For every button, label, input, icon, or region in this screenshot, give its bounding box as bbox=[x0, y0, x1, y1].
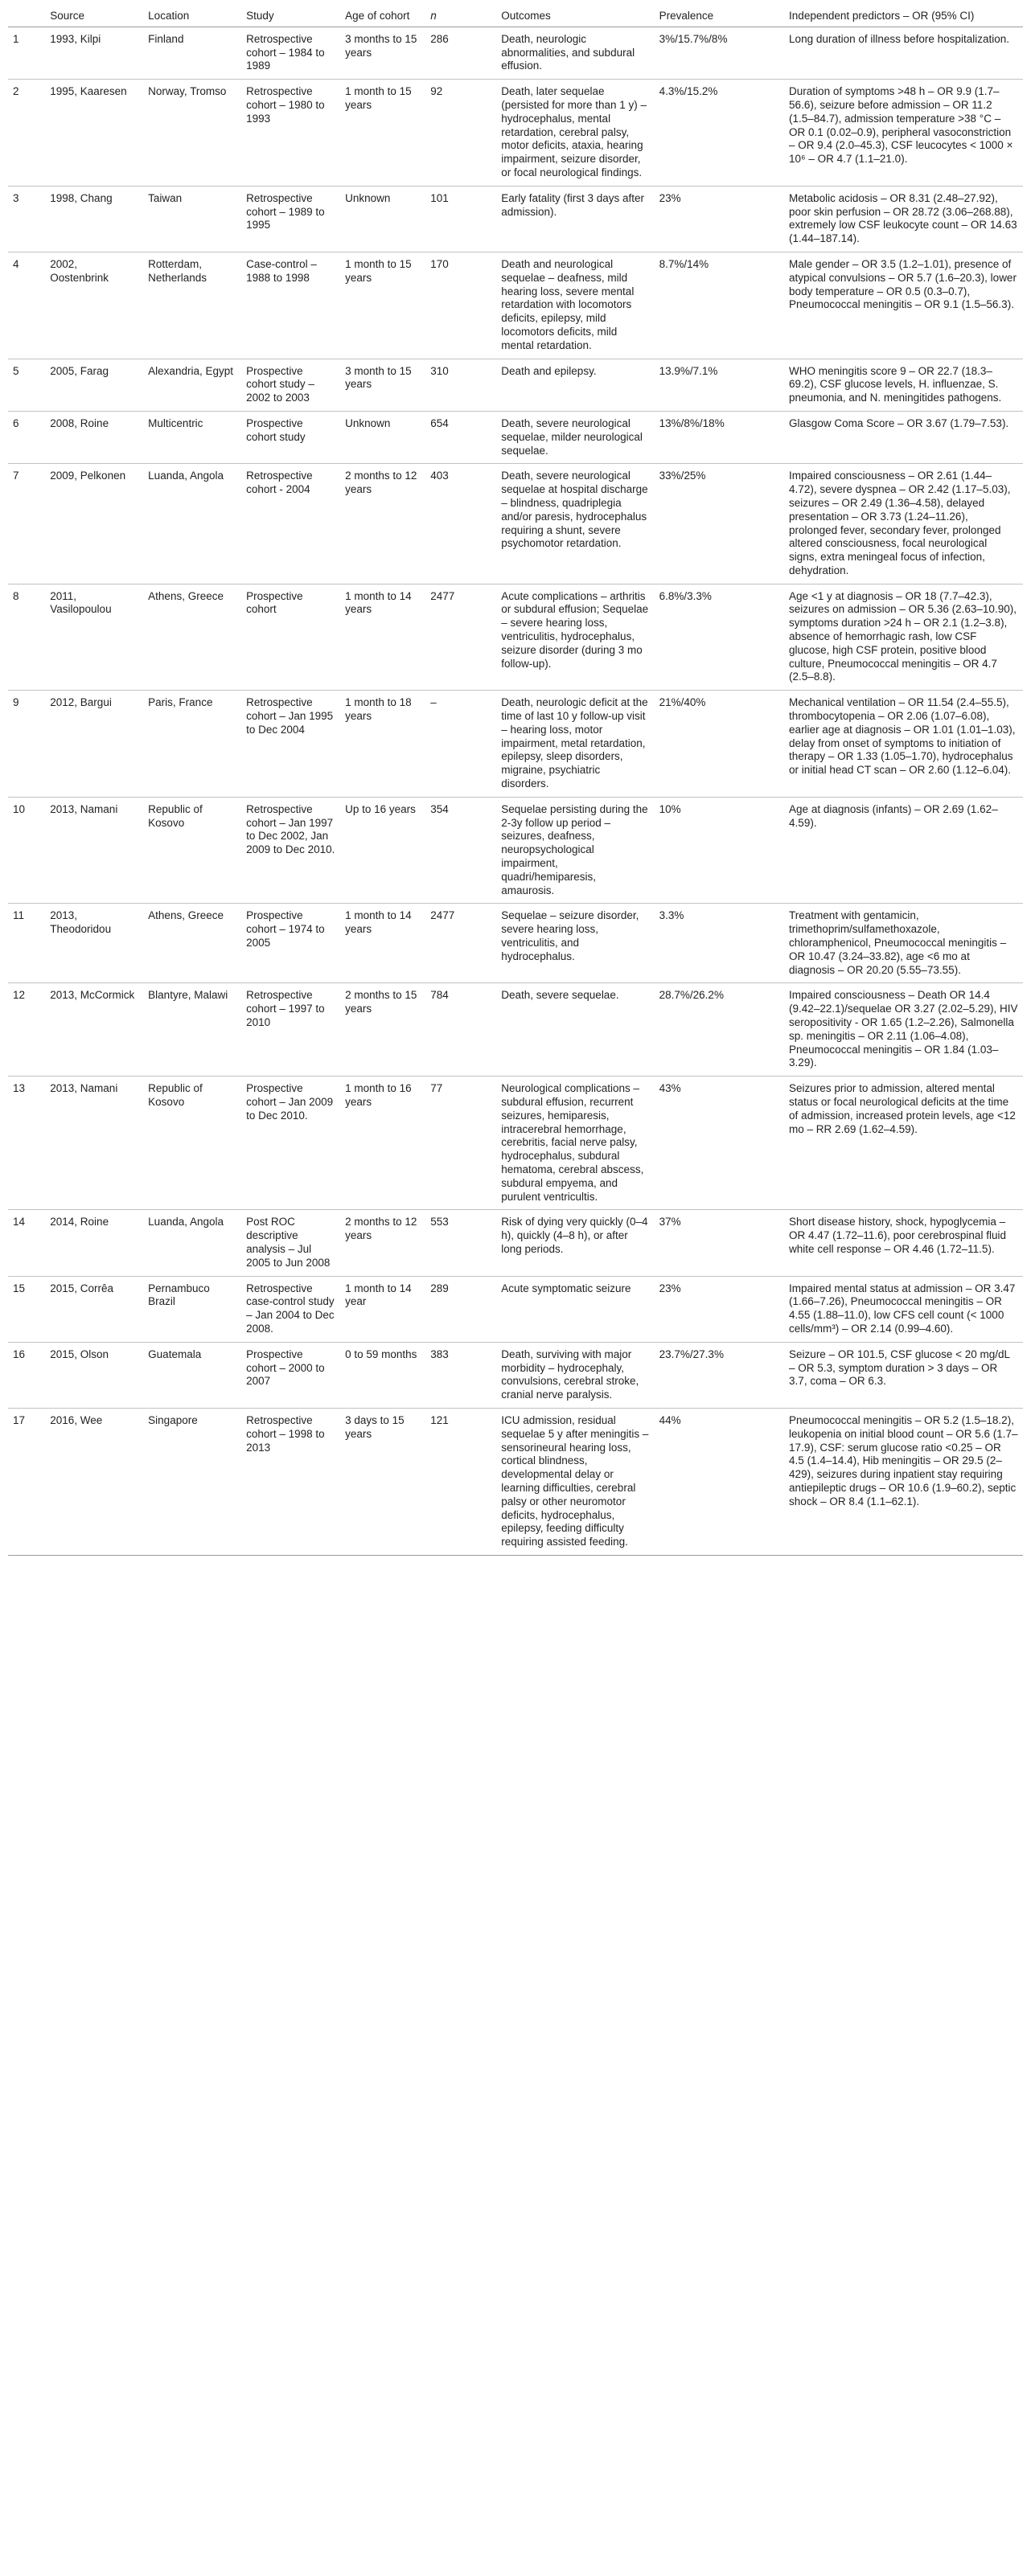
cell-prevalence: 44% bbox=[659, 1413, 681, 1426]
cell-n: 553 bbox=[430, 1216, 449, 1229]
cell-study: Post ROC descriptive analysis – Jul 2005 to Jun 2008 bbox=[246, 1216, 331, 1269]
cell-age: 1 month to 15 years bbox=[345, 85, 412, 111]
cell-outcomes: Death, severe neurological sequelae at hospital discharge – blindness, quadriplegia and/or paresis, hydrocephalus requiring a shunt, severe psychomotor retardation. bbox=[501, 470, 648, 550]
cell-location: Republic of Kosovo bbox=[148, 802, 203, 829]
cell-n: 2477 bbox=[430, 589, 455, 602]
cell-age: 1 month to 16 years bbox=[345, 1082, 412, 1108]
cell-study: Retrospective cohort – 1980 to 1993 bbox=[246, 85, 325, 125]
cell-predictors: Short disease history, shock, hypoglycemia – OR 4.47 (1.72–11.6), poor cerebrospinal fluid white cell response – OR 4.46 (1.72–11.5). bbox=[789, 1216, 1006, 1255]
cell-prevalence: 10% bbox=[659, 802, 681, 815]
predictors-table bbox=[8, 0, 1023, 1556]
cell-source: 2008, Roine bbox=[50, 416, 109, 429]
cell-predictors: Metabolic acidosis – OR 8.31 (2.48–27.92), poor skin perfusion – OR 28.72 (3.06–268.88), extremely low CSF leukocyte count – OR 14.63 (1.44–187.14). bbox=[789, 191, 1017, 245]
cell-outcomes: Death, later sequelae (persisted for more than 1 y) – hydrocephalus, mental retardation, cerebral palsy, motor deficits, ataxia, hearing impairment, seizure disorder, or focal neurological findings. bbox=[501, 85, 647, 178]
cell-source: 2014, Roine bbox=[50, 1216, 109, 1229]
table-row bbox=[8, 1408, 1023, 1555]
cell-study: Prospective cohort bbox=[246, 589, 303, 616]
header-num bbox=[8, 0, 45, 27]
cell-num: 14 bbox=[13, 1216, 26, 1229]
cell-location: Guatemala bbox=[148, 1347, 202, 1360]
cell-age: 3 days to 15 years bbox=[345, 1413, 405, 1440]
header-source: Source bbox=[50, 10, 85, 22]
cell-n: 286 bbox=[430, 32, 449, 45]
cell-study: Prospective cohort – Jan 2009 to Dec 2010. bbox=[246, 1082, 334, 1122]
table-row bbox=[8, 691, 1023, 798]
cell-outcomes: Risk of dying very quickly (0–4 h), quickly (4–8 h), or after long periods. bbox=[501, 1216, 648, 1255]
cell-outcomes: Acute complications – arthritis or subdural effusion; Sequelae – severe hearing loss, ventriculitis, hydrocephalus, seizure disorder (during 3 mo follow-up). bbox=[501, 589, 649, 670]
cell-n: 383 bbox=[430, 1347, 449, 1360]
cell-location: Norway, Tromso bbox=[148, 85, 227, 98]
cell-prevalence: 4.3%/15.2% bbox=[659, 85, 718, 98]
cell-prevalence: 13%/8%/18% bbox=[659, 416, 725, 429]
cell-age: Up to 16 years bbox=[345, 802, 416, 815]
cell-outcomes: Death and epilepsy. bbox=[501, 364, 597, 377]
cell-source: 2011, Vasilopoulou bbox=[50, 589, 112, 616]
cell-n: 403 bbox=[430, 470, 449, 482]
cell-outcomes: Sequelae persisting during the 2-3y follow up period – seizures, deafness, neuropsychological impairment, quadri/hemiparesis, amaurosis. bbox=[501, 802, 648, 896]
cell-location: Athens, Greece bbox=[148, 589, 224, 602]
header-predictors: Independent predictors – OR (95% CI) bbox=[789, 10, 975, 22]
cell-outcomes: Death, neurologic abnormalities, and subdural effusion. bbox=[501, 32, 635, 72]
cell-predictors: Age <1 y at diagnosis – OR 18 (7.7–42.3), seizures on admission – OR 5.36 (2.63–10.90), symptoms duration >24 h – OR 2.1 (1.2–3.8), absence of hemorrhagic rash, low CSF glucose, high CSF protein, positive blood culture, Pneumococcal meningitis – OR 4.7 (2.5–8.8). bbox=[789, 589, 1017, 683]
cell-location: Pernambuco Brazil bbox=[148, 1282, 210, 1308]
cell-study: Retrospective cohort – 1984 to 1989 bbox=[246, 32, 325, 72]
cell-n: 289 bbox=[430, 1282, 449, 1294]
header-row bbox=[8, 0, 1023, 27]
cell-n: 101 bbox=[430, 191, 449, 204]
cell-num: 8 bbox=[13, 589, 19, 602]
cell-n: 784 bbox=[430, 989, 449, 1002]
cell-predictors: Impaired mental status at admission – OR 3.47 (1.66–7.26), Pneumococcal meningitis – OR 4.55 (1.88–11.0), low CFS cell count (< 1000 cells/mm³) – OR 2.14 (0.99–4.60). bbox=[789, 1282, 1016, 1335]
cell-location: Multicentric bbox=[148, 416, 203, 429]
cell-outcomes: Sequelae – seizure disorder, severe hearing loss, ventriculitis, and hydrocephalus. bbox=[501, 909, 639, 962]
cell-num: 10 bbox=[13, 802, 26, 815]
cell-num: 1 bbox=[13, 32, 19, 45]
cell-predictors: Long duration of illness before hospitalization. bbox=[789, 32, 1009, 45]
cell-prevalence: 3.3% bbox=[659, 909, 684, 922]
cell-location: Taiwan bbox=[148, 191, 183, 204]
cell-source: 2013, McCormick bbox=[50, 989, 135, 1002]
cell-predictors: WHO meningitis score 9 – OR 22.7 (18.3–69.2), CSF glucose levels, H. influenzae, S. pneumonia, and N. meningitides pathogens. bbox=[789, 364, 1002, 404]
cell-study: Retrospective cohort – 1997 to 2010 bbox=[246, 989, 325, 1028]
cell-n: 310 bbox=[430, 364, 449, 377]
cell-location: Alexandria, Egypt bbox=[148, 364, 233, 377]
cell-predictors: Duration of symptoms >48 h – OR 9.9 (1.7–56.6), seizure before admission – OR 11.2 (1.5–84.7), admission temperature >38 °C – OR 0.1 (0.02–0.9), peripheral vasoconstriction – OR 9.4 (2.0–45.3), CSF leucocytes < 1000 × 10⁶ – OR 4.7 (1.1–21.0). bbox=[789, 85, 1013, 166]
cell-n: 121 bbox=[430, 1413, 449, 1426]
cell-source: 2013, Theodoridou bbox=[50, 909, 112, 936]
cell-location: Athens, Greece bbox=[148, 909, 224, 922]
cell-study: Retrospective cohort – Jan 1997 to Dec 2002, Jan 2009 to Dec 2010. bbox=[246, 802, 335, 856]
cell-age: 1 month to 15 years bbox=[345, 257, 412, 284]
cell-age: 3 months to 15 years bbox=[345, 32, 417, 59]
cell-num: 17 bbox=[13, 1413, 26, 1426]
cell-location: Luanda, Angola bbox=[148, 1216, 224, 1229]
cell-source: 1995, Kaaresen bbox=[50, 85, 127, 98]
cell-num: 6 bbox=[13, 416, 19, 429]
cell-prevalence: 23% bbox=[659, 191, 681, 204]
cell-n: – bbox=[430, 696, 437, 709]
cell-outcomes: Early fatality (first 3 days after admission). bbox=[501, 191, 645, 218]
cell-outcomes: Neurological complications – subdural effusion, recurrent seizures, hemiparesis, intracerebral hemorrhage, cerebritis, facial nerve palsy, hydrocephalus, subdural hematoma, cerebral abscess, subdural empyema, and purulent ventricultis. bbox=[501, 1082, 644, 1203]
cell-predictors: Treatment with gentamicin, trimethoprim/sulfamethoxazole, chloramphenicol, Pneumococcal meningitis – OR 10.47 (3.24–33.82), age <6 mo at diagnosis – OR 20.20 (5.55–73.55). bbox=[789, 909, 1007, 976]
cell-prevalence: 23.7%/27.3% bbox=[659, 1347, 724, 1360]
cell-source: 2002, Oostenbrink bbox=[50, 257, 109, 284]
cell-n: 77 bbox=[430, 1082, 443, 1095]
cell-prevalence: 21%/40% bbox=[659, 696, 706, 709]
cell-predictors: Pneumococcal meningitis – OR 5.2 (1.5–18.2), leukopenia on initial blood count – OR 5.6 (1.7–17.9), CSF: serum glucose ratio <0.25 – OR 4.5 (1.4–14.4), Hib meningitis – OR 29.5 (2–429), seizures during inpatient stay requiring antiepileptic drugs – OR 10.6 (1.9–60.2), septic shock – OR 8.4 (1.1–62.1). bbox=[789, 1413, 1018, 1507]
cell-predictors: Impaired consciousness – Death OR 14.4 (9.42–22.1)/sequelae OR 3.27 (2.02–5.29), HIV seropositivity - OR 1.65 (1.2–2.26), Salmonella sp. meningitis – OR 2.11 (1.06–4.08), Pneumococcal meningitis – OR 1.84 (1.03–3.29). bbox=[789, 989, 1018, 1069]
cell-age: Unknown bbox=[345, 191, 391, 204]
cell-prevalence: 3%/15.7%/8% bbox=[659, 32, 728, 45]
table-row bbox=[8, 27, 1023, 79]
cell-num: 12 bbox=[13, 989, 26, 1002]
cell-age: 0 to 59 months bbox=[345, 1347, 417, 1360]
cell-outcomes: Death and neurological sequelae – deafness, mild hearing loss, severe mental retardation with locomotors deficits, epilepsy, mild locomotors deficits, mild mental retardation. bbox=[501, 257, 635, 351]
cell-location: Singapore bbox=[148, 1413, 198, 1426]
cell-source: 1998, Chang bbox=[50, 191, 113, 204]
cell-location: Blantyre, Malawi bbox=[148, 989, 228, 1002]
cell-age: 1 month to 14 year bbox=[345, 1282, 412, 1308]
table-body bbox=[8, 27, 1023, 1555]
cell-source: 2012, Bargui bbox=[50, 696, 112, 709]
cell-study: Retrospective cohort – 1989 to 1995 bbox=[246, 191, 325, 232]
table-row bbox=[8, 584, 1023, 691]
header-prevalence: Prevalence bbox=[659, 10, 714, 22]
cell-prevalence: 28.7%/26.2% bbox=[659, 989, 724, 1002]
cell-predictors: Mechanical ventilation – OR 11.54 (2.4–55.5), thrombocytopenia – OR 2.06 (1.07–6.08), earlier age at diagnosis – OR 1.01 (1.01–1.03), delay from onset of symptoms to initiation of therapy – OR 1.33 (1.05–1.70), hydrocephalus or initial head CT scan – OR 2.60 (1.12–6.04). bbox=[789, 696, 1016, 777]
cell-age: 1 month to 14 years bbox=[345, 589, 412, 616]
table-row bbox=[8, 1342, 1023, 1408]
table-row bbox=[8, 464, 1023, 584]
cell-outcomes: Death, surviving with major morbidity – hydrocephaly, convulsions, cerebral stroke, cranial nerve paralysis. bbox=[501, 1347, 639, 1401]
cell-prevalence: 8.7%/14% bbox=[659, 257, 709, 270]
table-row bbox=[8, 1210, 1023, 1276]
cell-age: 2 months to 12 years bbox=[345, 1216, 417, 1242]
cell-study: Prospective cohort study – 2002 to 2003 bbox=[246, 364, 314, 404]
cell-num: 11 bbox=[13, 909, 25, 922]
cell-n: 354 bbox=[430, 802, 449, 815]
cell-num: 7 bbox=[13, 470, 19, 482]
cell-predictors: Glasgow Coma Score – OR 3.67 (1.79–7.53). bbox=[789, 416, 1009, 429]
cell-age: 1 month to 14 years bbox=[345, 909, 412, 936]
table-row bbox=[8, 983, 1023, 1077]
header-n: n bbox=[430, 10, 437, 22]
cell-location: Republic of Kosovo bbox=[148, 1082, 203, 1108]
cell-num: 3 bbox=[13, 191, 19, 204]
table-row bbox=[8, 797, 1023, 904]
cell-age: 1 month to 18 years bbox=[345, 696, 412, 723]
cell-source: 2016, Wee bbox=[50, 1413, 103, 1426]
cell-num: 16 bbox=[13, 1347, 26, 1360]
cell-predictors: Age at diagnosis (infants) – OR 2.69 (1.62–4.59). bbox=[789, 802, 998, 829]
cell-location: Rotterdam, Netherlands bbox=[148, 257, 207, 284]
cell-study: Prospective cohort – 1974 to 2005 bbox=[246, 909, 325, 950]
cell-location: Finland bbox=[148, 32, 184, 45]
cell-prevalence: 13.9%/7.1% bbox=[659, 364, 718, 377]
cell-source: 2013, Namani bbox=[50, 1082, 118, 1095]
cell-predictors: Seizures prior to admission, altered mental status or focal neurological deficits at the time of admission, increased protein levels, age <12 mo – RR 2.69 (1.62–4.59). bbox=[789, 1082, 1016, 1135]
cell-age: 2 months to 12 years bbox=[345, 470, 417, 496]
cell-outcomes: Death, severe sequelae. bbox=[501, 989, 619, 1002]
cell-n: 2477 bbox=[430, 909, 455, 922]
cell-outcomes: ICU admission, residual sequelae 5 y after meningitis – sensorineural hearing loss, cortical blindness, developmental delay or learning difficulties, cerebral palsy or other neuromotor deficits, hydrocephalus, epilepsy, feeding difficulty requiring assisted feeding. bbox=[501, 1413, 649, 1548]
cell-num: 15 bbox=[13, 1282, 26, 1294]
cell-outcomes: Acute symptomatic seizure bbox=[501, 1282, 631, 1294]
header-study: Study bbox=[246, 10, 274, 22]
cell-prevalence: 37% bbox=[659, 1216, 681, 1229]
cell-study: Prospective cohort – 2000 to 2007 bbox=[246, 1347, 325, 1388]
cell-source: 2015, Olson bbox=[50, 1347, 109, 1360]
header-location: Location bbox=[148, 10, 190, 22]
header-outcomes: Outcomes bbox=[501, 10, 551, 22]
cell-location: Luanda, Angola bbox=[148, 470, 224, 482]
cell-age: Unknown bbox=[345, 416, 391, 429]
header-age: Age of cohort bbox=[345, 10, 410, 22]
cell-prevalence: 23% bbox=[659, 1282, 681, 1294]
cell-predictors: Seizure – OR 101.5, CSF glucose < 20 mg/dL – OR 5.3, symptom duration > 3 days – OR 3.7, coma – OR 6.3. bbox=[789, 1347, 1010, 1388]
table-row bbox=[8, 1276, 1023, 1342]
cell-prevalence: 33%/25% bbox=[659, 470, 706, 482]
cell-study: Case-control – 1988 to 1998 bbox=[246, 257, 317, 284]
cell-num: 4 bbox=[13, 257, 19, 270]
cell-age: 3 month to 15 years bbox=[345, 364, 412, 391]
cell-n: 654 bbox=[430, 416, 449, 429]
cell-source: 2005, Farag bbox=[50, 364, 109, 377]
table-row bbox=[8, 411, 1023, 463]
cell-source: 2013, Namani bbox=[50, 802, 118, 815]
cell-n: 170 bbox=[430, 257, 449, 270]
cell-prevalence: 6.8%/3.3% bbox=[659, 589, 712, 602]
cell-study: Prospective cohort study bbox=[246, 416, 306, 443]
table-row bbox=[8, 252, 1023, 359]
table-row bbox=[8, 1077, 1023, 1210]
table-row bbox=[8, 80, 1023, 187]
cell-prevalence: 43% bbox=[659, 1082, 681, 1095]
table-row bbox=[8, 359, 1023, 411]
cell-study: Retrospective cohort – 1998 to 2013 bbox=[246, 1413, 325, 1454]
cell-num: 9 bbox=[13, 696, 19, 709]
cell-location: Paris, France bbox=[148, 696, 213, 709]
cell-n: 92 bbox=[430, 85, 443, 98]
cell-age: 2 months to 15 years bbox=[345, 989, 417, 1015]
cell-outcomes: Death, severe neurological sequelae, milder neurological sequelae. bbox=[501, 416, 643, 457]
cell-study: Retrospective cohort – Jan 1995 to Dec 2004 bbox=[246, 696, 334, 736]
cell-num: 13 bbox=[13, 1082, 26, 1095]
cell-predictors: Impaired consciousness – OR 2.61 (1.44–4.72), severe dyspnea – OR 2.42 (1.17–5.03), seizures – OR 2.49 (1.36–4.58), delayed presentation – OR 3.73 (1.24–11.26), prolonged fever, secondary fever, prolonged altered consciousness, focal neurological signs, extra meningeal focus of infection, dehydration. bbox=[789, 470, 1011, 576]
table-row bbox=[8, 186, 1023, 252]
cell-study: Retrospective case-control study – Jan 2004 to Dec 2008. bbox=[246, 1282, 335, 1335]
cell-source: 2015, Corrêa bbox=[50, 1282, 114, 1294]
cell-study: Retrospective cohort - 2004 bbox=[246, 470, 313, 496]
cell-num: 2 bbox=[13, 85, 19, 98]
table-row bbox=[8, 904, 1023, 983]
cell-source: 1993, Kilpi bbox=[50, 32, 101, 45]
cell-predictors: Male gender – OR 3.5 (1.2–1.01), presence of atypical convulsions – OR 5.7 (1.6–20.3), lower body temperature – OR 0.5 (0.3–0.7), Pneumococcal meningitis – OR 9.1 (1.5–56.3). bbox=[789, 257, 1017, 311]
cell-num: 5 bbox=[13, 364, 19, 377]
cell-source: 2009, Pelkonen bbox=[50, 470, 126, 482]
cell-outcomes: Death, neurologic deficit at the time of last 10 y follow-up visit – hearing loss, motor impairment, metal retardation, epilepsy, sleep disorders, migraine, psychiatric disorders. bbox=[501, 696, 648, 790]
